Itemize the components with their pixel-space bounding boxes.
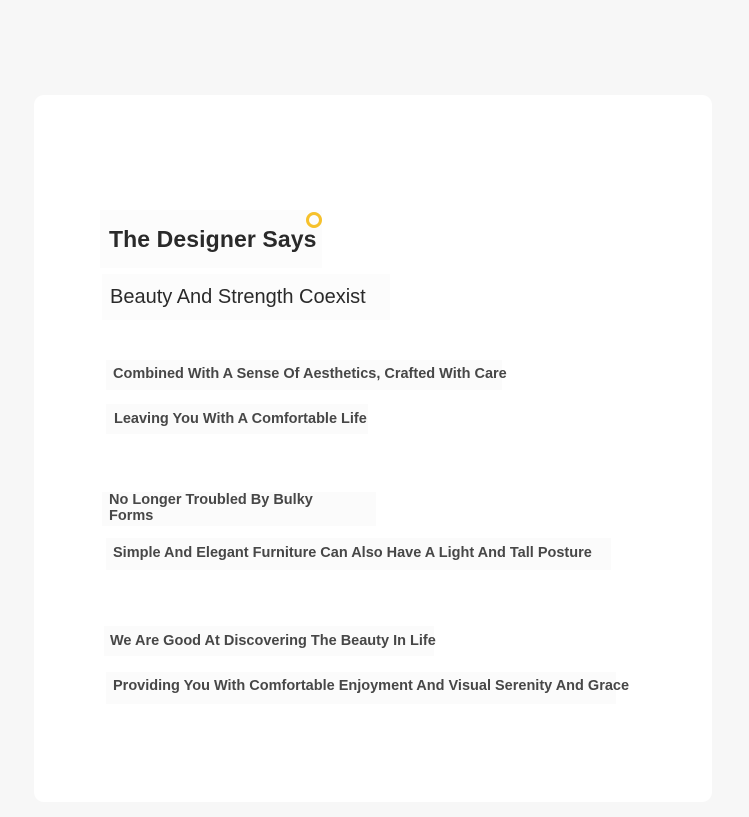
text-line-light-posture: Simple And Elegant Furniture Can Also Have A Light And Tall Posture xyxy=(113,545,592,561)
section-subtitle: Beauty And Strength Coexist xyxy=(110,286,366,308)
text-line-beauty-in-life: We Are Good At Discovering The Beauty In Life xyxy=(110,633,436,649)
section-title: The Designer Says xyxy=(109,226,317,252)
text-line-aesthetics: Combined With A Sense Of Aesthetics, Crafted With Care xyxy=(113,366,507,382)
ring-accent-icon xyxy=(306,212,322,228)
text-line-bulky-forms: No Longer Troubled By Bulky Forms xyxy=(109,492,313,524)
text-line-comfortable-life: Leaving You With A Comfortable Life xyxy=(114,411,367,427)
text-line-visual-serenity: Providing You With Comfortable Enjoyment And Visual Serenity And Grace xyxy=(113,678,630,694)
